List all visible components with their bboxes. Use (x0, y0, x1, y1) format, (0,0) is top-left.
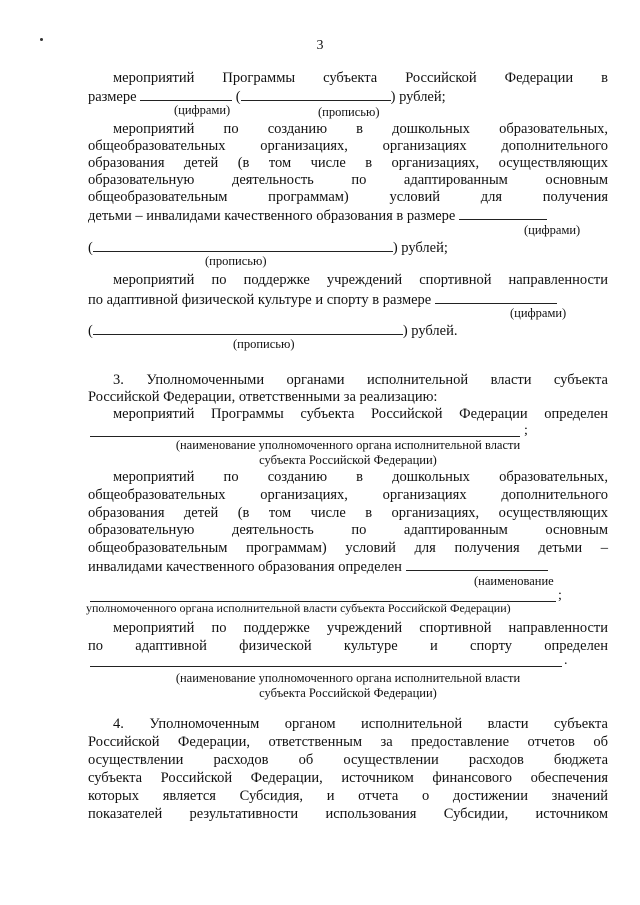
paragraph-text: по адаптивной физической культуре и спорту в размере (88, 292, 432, 308)
fill-in-blank (406, 557, 548, 571)
note-name: (наименование (474, 574, 554, 588)
paragraph-line: осуществлении расходов об осуществлении расходов бюджета (88, 752, 608, 768)
paragraph-line: показателей результативности использования Субсидии, источником (88, 806, 608, 822)
amount-suffix: ) рублей; (390, 89, 446, 105)
note-words: (прописью) (318, 105, 380, 119)
line-end-mark: ; (524, 423, 528, 438)
paragraph-line: общеобразовательным программам) условий для получения (88, 189, 608, 205)
amount-label: размере (88, 89, 137, 105)
note-digits: (цифрами) (510, 306, 567, 320)
paragraph-line: Российской Федерации, ответственным за предоставление отчетов об (88, 734, 608, 750)
amount-digits-blank (435, 290, 557, 304)
paragraph-line: мероприятий по созданию в дошкольных образовательных, (113, 121, 608, 137)
note-authority-name: субъекта Российской Федерации) (259, 453, 437, 467)
page-number: 3 (316, 38, 324, 53)
paragraph-line: мероприятий по поддержке учреждений спортивной направленности (113, 620, 608, 636)
paragraph-line: образования детей (в том числе в организациях, осуществляющих (88, 505, 608, 521)
open-paren: ( (88, 240, 93, 256)
paragraph-line: мероприятий Программы субъекта Российской Федерации определен (113, 406, 608, 422)
fill-in-line (90, 436, 520, 437)
paragraph-line: мероприятий по поддержке учреждений спортивной направленности (113, 272, 608, 288)
amount-suffix: ) рублей. (402, 323, 458, 339)
paragraph-line: общеобразовательных организациях, организациях дополнительного (88, 487, 608, 503)
paragraph-text: инвалидами качественного образования определен (88, 559, 402, 575)
paragraph-text: детьми – инвалидами качественного образования в размере (88, 208, 456, 224)
paragraph-line: образования детей (в том числе в организациях, осуществляющих (88, 155, 608, 171)
paragraph-line: образовательную деятельность по адаптированным основным (88, 172, 608, 188)
paragraph-line: субъекта Российской Федерации, источником финансового обеспечения (88, 770, 608, 786)
note-authority-name: (наименование уполномоченного органа исполнительной власти (175, 671, 521, 685)
paragraph-line: по адаптивной физической культуре и спорту определен (88, 638, 608, 654)
line-amount-3b (88, 321, 608, 340)
open-paren: ( (88, 323, 93, 339)
paragraph-line: общеобразовательных организациях, организациях дополнительного (88, 138, 608, 154)
section-3-heading: 3. Уполномоченными органами исполнительной власти субъекта (113, 372, 608, 388)
paragraph-line: которых является Субсидия, и отчета о достижении значений (88, 788, 608, 804)
amount-digits-blank (459, 206, 547, 220)
amount-words-blank (241, 87, 391, 101)
note-words: (прописью) (233, 337, 295, 351)
note-authority-name: (наименование уполномоченного органа исполнительной власти (175, 438, 521, 452)
note-digits: (цифрами) (524, 223, 581, 237)
paragraph-line: общеобразовательным программам) условий для получения детьми – (88, 540, 608, 556)
note-authority-name: уполномоченного органа исполнительной власти субъекта Российской Федерации) (86, 601, 511, 615)
amount-words-blank (93, 238, 393, 252)
note-words: (прописью) (205, 254, 267, 268)
amount-suffix: ) рублей; (392, 240, 448, 256)
line-programme-events: мероприятий Программы субъекта Российской Федерации в (113, 70, 608, 86)
amount-digits-blank (140, 87, 232, 101)
open-paren: ( (235, 89, 241, 105)
note-digits: (цифрами) (174, 103, 231, 117)
fill-in-line (90, 666, 562, 667)
note-authority-name: субъекта Российской Федерации) (259, 686, 437, 700)
amount-words-blank (93, 321, 403, 335)
paragraph-line: Российской Федерации, ответственными за реализацию: (88, 389, 438, 405)
line-amount-2b (88, 238, 608, 257)
section-4-heading: 4. Уполномоченным органом исполнительной власти субъекта (113, 716, 608, 732)
line-end-mark: ; (558, 588, 562, 603)
paragraph-line: мероприятий по созданию в дошкольных образовательных, (113, 469, 608, 485)
line-end-mark: . (564, 653, 568, 668)
line-amount-1 (88, 87, 608, 106)
paragraph-line: образовательную деятельность по адаптированным основным (88, 522, 608, 538)
